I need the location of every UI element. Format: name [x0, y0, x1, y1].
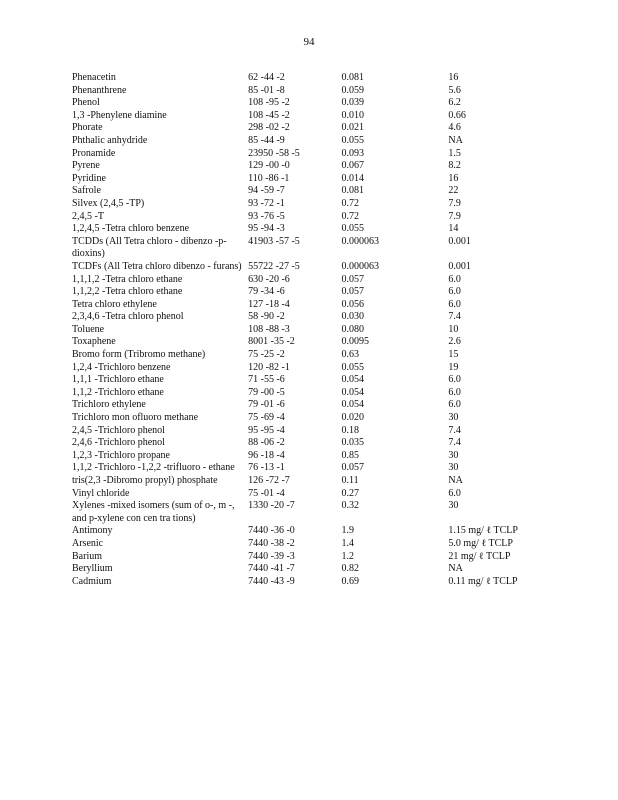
- nonwastewater-standard: 10: [448, 323, 459, 335]
- nonwastewater-standard: 6.0: [448, 374, 461, 386]
- wastewater-concentration: 0.32: [341, 500, 359, 512]
- wastewater-concentration: 0.72: [341, 197, 359, 209]
- nonwastewater-standard: 6.0: [448, 399, 461, 411]
- chemical-name: 1,1,2 -Trichloro ethane: [72, 386, 164, 398]
- cas-number: 7440 -38 -2: [248, 537, 295, 549]
- table-row: [72, 336, 542, 349]
- chemical-name: Phenol: [72, 97, 100, 109]
- cas-number: 58 -90 -2: [248, 311, 285, 323]
- chemical-name: Phthalic anhydride: [72, 134, 148, 146]
- table-row: [72, 500, 542, 525]
- wastewater-concentration: 0.054: [341, 386, 364, 398]
- chemical-name: Pronamide: [72, 147, 116, 159]
- table-row: [72, 274, 542, 287]
- wastewater-concentration: 0.056: [341, 298, 364, 310]
- nonwastewater-standard: 0.11 mg/ ℓ TCLP: [448, 575, 518, 587]
- wastewater-concentration: 0.27: [341, 487, 359, 499]
- nonwastewater-standard: 6.0: [448, 386, 461, 398]
- chemical-name: Bromo form (Tribromo methane): [72, 349, 206, 361]
- chemical-name: Xylenes -mixed isomers (sum of o-, m -, and p-xylene con cen tra tions): [72, 500, 235, 524]
- nonwastewater-standard: 30: [448, 449, 459, 461]
- wastewater-concentration: 0.82: [341, 563, 359, 575]
- nonwastewater-standard: 22: [448, 185, 459, 197]
- nonwastewater-standard: 5.6: [448, 84, 461, 96]
- wastewater-concentration: 0.020: [341, 412, 364, 424]
- cas-number: 75 -01 -4: [248, 487, 285, 499]
- table-row: [72, 324, 542, 337]
- cas-number: 127 -18 -4: [248, 298, 290, 310]
- table-row: [72, 173, 542, 186]
- cas-number: 108 -95 -2: [248, 97, 290, 109]
- chemical-name: Phorate: [72, 122, 103, 134]
- chemical-name: Tetra chloro ethylene: [72, 298, 157, 310]
- table-row: [72, 425, 542, 438]
- wastewater-concentration: 0.081: [341, 72, 364, 83]
- nonwastewater-standard: 6.0: [448, 286, 461, 298]
- nonwastewater-standard: 8.2: [448, 160, 461, 172]
- nonwastewater-standard: 2.6: [448, 336, 461, 348]
- cas-number: 108 -88 -3: [248, 323, 290, 335]
- cas-number: 110 -86 -1: [248, 172, 290, 184]
- nonwastewater-standard: 0.001: [448, 260, 471, 272]
- chemical-name: 1,2,3 -Trichloro propane: [72, 449, 170, 461]
- cas-number: 71 -55 -6: [248, 374, 285, 386]
- wastewater-concentration: 0.093: [341, 147, 364, 159]
- wastewater-concentration: 0.059: [341, 84, 364, 96]
- table-row: [72, 236, 542, 261]
- chemical-name: Phenanthrene: [72, 84, 127, 96]
- table-row: [72, 135, 542, 148]
- chemical-table: [72, 72, 542, 588]
- wastewater-concentration: 0.63: [341, 349, 359, 361]
- table-row: [72, 148, 542, 161]
- wastewater-concentration: 0.021: [341, 122, 364, 134]
- cas-number: 126 -72 -7: [248, 475, 290, 486]
- nonwastewater-standard: 6.0: [448, 487, 461, 499]
- wastewater-concentration: 0.014: [341, 172, 364, 184]
- table-row: [72, 488, 542, 501]
- chemical-name: 1,3 -Phenylene diamine: [72, 109, 167, 121]
- nonwastewater-standard: 1.5: [448, 147, 461, 159]
- wastewater-concentration: 0.030: [341, 311, 364, 323]
- chemical-name: Phenacetin: [72, 72, 116, 83]
- wastewater-concentration: 0.11: [341, 475, 359, 486]
- cas-number: 62 -44 -2: [248, 72, 285, 83]
- cas-number: 1330 -20 -7: [248, 500, 295, 512]
- chemical-name: Cadmium: [72, 575, 112, 587]
- wastewater-concentration: 1.2: [341, 550, 354, 562]
- cas-number: 7440 -36 -0: [248, 525, 295, 537]
- wastewater-concentration: 0.69: [341, 575, 359, 587]
- cas-number: 23950 -58 -5: [248, 147, 300, 159]
- table-row: [72, 160, 542, 173]
- chemical-name: Antimony: [72, 525, 113, 537]
- chemical-name: 1,2,4 -Trichloro benzene: [72, 361, 171, 373]
- wastewater-concentration: 0.035: [341, 437, 364, 449]
- cas-number: 75 -25 -2: [248, 349, 285, 361]
- chemical-name: 2,3,4,6 -Tetra chloro phenol: [72, 311, 184, 323]
- table-row: [72, 563, 542, 576]
- chemical-name: 1,1,2,2 -Tetra chloro ethane: [72, 286, 183, 298]
- chemical-name: Safrole: [72, 185, 101, 197]
- chemical-table-body: [72, 72, 542, 588]
- cas-number: 79 -00 -5: [248, 386, 285, 398]
- table-row: [72, 576, 542, 589]
- chemical-name: Trichloro mon ofluoro methane: [72, 412, 199, 424]
- table-row: [72, 362, 542, 375]
- wastewater-concentration: 0.85: [341, 449, 359, 461]
- nonwastewater-standard: 7.4: [448, 424, 461, 436]
- chemical-name: Pyrene: [72, 160, 100, 172]
- cas-number: 93 -76 -5: [248, 210, 285, 222]
- cas-number: 96 -18 -4: [248, 449, 285, 461]
- table-row: [72, 299, 542, 312]
- chemical-name: Arsenic: [72, 537, 104, 549]
- cas-number: 75 -69 -4: [248, 412, 285, 424]
- cas-number: 41903 -57 -5: [248, 235, 300, 247]
- chemical-name: Silvex (2,4,5 -TP): [72, 197, 145, 209]
- wastewater-concentration: 1.9: [341, 525, 354, 537]
- wastewater-concentration: 0.000063: [341, 235, 379, 247]
- nonwastewater-standard: 6.0: [448, 273, 461, 285]
- chemical-name: 1,1,1 -Trichloro ethane: [72, 374, 164, 386]
- nonwastewater-standard: 16: [448, 172, 459, 184]
- nonwastewater-standard: 19: [448, 361, 459, 373]
- cas-number: 129 -00 -0: [248, 160, 290, 172]
- table-row: [72, 85, 542, 98]
- table-row: [72, 286, 542, 299]
- wastewater-concentration: 0.055: [341, 134, 364, 146]
- nonwastewater-standard: 30: [448, 500, 459, 512]
- wastewater-concentration: 0.081: [341, 185, 364, 197]
- cas-number: 94 -59 -7: [248, 185, 285, 197]
- table-row: [72, 311, 542, 324]
- cas-number: 298 -02 -2: [248, 122, 290, 134]
- table-row: [72, 198, 542, 211]
- cas-number: 79 -01 -6: [248, 399, 285, 411]
- nonwastewater-standard: 7.9: [448, 197, 461, 209]
- table-row: [72, 223, 542, 236]
- chemical-name: Pyridine: [72, 172, 106, 184]
- wastewater-concentration: 0.054: [341, 399, 364, 411]
- chemical-name: 1,1,1,2 -Tetra chloro ethane: [72, 273, 183, 285]
- chemical-name: 1,2,4,5 -Tetra chloro benzene: [72, 223, 190, 235]
- page-number: 94: [303, 36, 315, 48]
- cas-number: 630 -20 -6: [248, 273, 290, 285]
- table-row: [72, 349, 542, 362]
- cas-number: 85 -44 -9: [248, 134, 285, 146]
- table-row: [72, 525, 542, 538]
- cas-number: 93 -72 -1: [248, 197, 285, 209]
- nonwastewater-standard: 14: [448, 223, 459, 235]
- wastewater-concentration: 0.039: [341, 97, 364, 109]
- chemical-name: Toxaphene: [72, 336, 116, 348]
- nonwastewater-standard: 7.4: [448, 437, 461, 449]
- table-row: [72, 412, 542, 425]
- wastewater-concentration: 0.067: [341, 160, 364, 172]
- wastewater-concentration: 0.010: [341, 109, 364, 121]
- wastewater-concentration: 0.080: [341, 323, 364, 335]
- cas-number: 85 -01 -8: [248, 84, 285, 96]
- wastewater-concentration: 1.4: [341, 537, 354, 549]
- nonwastewater-standard: 6.2: [448, 97, 461, 109]
- wastewater-concentration: 0.054: [341, 374, 364, 386]
- wastewater-concentration: 0.000063: [341, 260, 379, 272]
- cas-number: 7440 -41 -7: [248, 563, 295, 575]
- chemical-name: Vinyl chloride: [72, 487, 130, 499]
- table-row: [72, 450, 542, 463]
- nonwastewater-standard: 1.15 mg/ ℓ TCLP: [448, 525, 518, 537]
- wastewater-concentration: 0.057: [341, 273, 364, 285]
- wastewater-concentration: 0.057: [341, 286, 364, 298]
- cas-number: 55722 -27 -5: [248, 260, 300, 272]
- table-row: [72, 211, 542, 224]
- cas-number: 95 -95 -4: [248, 424, 285, 436]
- table-row: [72, 185, 542, 198]
- cas-number: 95 -94 -3: [248, 223, 285, 235]
- wastewater-concentration: 0.057: [341, 462, 364, 474]
- wastewater-concentration: 0.055: [341, 223, 364, 235]
- chemical-name: TCDDs (All Tetra chloro - dibenzo -p-dioxins): [72, 235, 227, 260]
- nonwastewater-standard: 0.66: [448, 109, 466, 121]
- nonwastewater-standard: 4.6: [448, 122, 461, 134]
- table-row: [72, 261, 542, 274]
- cas-number: 7440 -39 -3: [248, 550, 295, 562]
- cas-number: 76 -13 -1: [248, 462, 285, 474]
- chemical-name: Trichloro ethylene: [72, 399, 146, 411]
- nonwastewater-standard: 16: [448, 72, 459, 83]
- chemical-name: TCDFs (All Tetra chloro dibenzo - furans): [72, 260, 242, 272]
- cas-number: 7440 -43 -9: [248, 575, 295, 587]
- chemical-name: 2,4,5 -Trichloro phenol: [72, 424, 165, 436]
- nonwastewater-standard: 5.0 mg/ ℓ TCLP: [448, 537, 513, 549]
- table-row: [72, 551, 542, 564]
- table-row: [72, 399, 542, 412]
- nonwastewater-standard: NA: [448, 475, 463, 486]
- table-row: [72, 475, 542, 488]
- cas-number: 79 -34 -6: [248, 286, 285, 298]
- wastewater-concentration: 0.18: [341, 424, 359, 436]
- nonwastewater-standard: 30: [448, 412, 459, 424]
- nonwastewater-standard: NA: [448, 563, 463, 575]
- nonwastewater-standard: 0.001: [448, 235, 471, 247]
- table-row: [72, 110, 542, 123]
- nonwastewater-standard: 30: [448, 462, 459, 474]
- chemical-name: Toluene: [72, 323, 105, 335]
- cas-number: 8001 -35 -2: [248, 336, 295, 348]
- chemical-name: tris(2,3 -Dibromo propyl) phosphate: [72, 475, 218, 486]
- nonwastewater-standard: 15: [448, 349, 459, 361]
- chemical-name: 2,4,5 -T: [72, 210, 104, 222]
- table-row: [72, 437, 542, 450]
- cas-number: 108 -45 -2: [248, 109, 290, 121]
- chemical-name: 1,1,2 -Trichloro -1,2,2 -trifluoro - ethane: [72, 462, 235, 474]
- nonwastewater-standard: 21 mg/ ℓ TCLP: [448, 550, 511, 562]
- nonwastewater-standard: NA: [448, 134, 463, 146]
- table-row: [72, 72, 542, 85]
- nonwastewater-standard: 7.9: [448, 210, 461, 222]
- table-row: [72, 122, 542, 135]
- nonwastewater-standard: 7.4: [448, 311, 461, 323]
- table-row: [72, 97, 542, 110]
- table-row: [72, 374, 542, 387]
- chemical-name: 2,4,6 -Trichloro phenol: [72, 437, 165, 449]
- cas-number: 88 -06 -2: [248, 437, 285, 449]
- wastewater-concentration: 0.055: [341, 361, 364, 373]
- chemical-name: Barium: [72, 550, 102, 562]
- cas-number: 120 -82 -1: [248, 361, 290, 373]
- table-row: [72, 538, 542, 551]
- nonwastewater-standard: 6.0: [448, 298, 461, 310]
- table-row: [72, 387, 542, 400]
- chemical-name: Beryllium: [72, 563, 113, 575]
- wastewater-concentration: 0.72: [341, 210, 359, 222]
- table-row: [72, 462, 542, 475]
- wastewater-concentration: 0.0095: [341, 336, 369, 348]
